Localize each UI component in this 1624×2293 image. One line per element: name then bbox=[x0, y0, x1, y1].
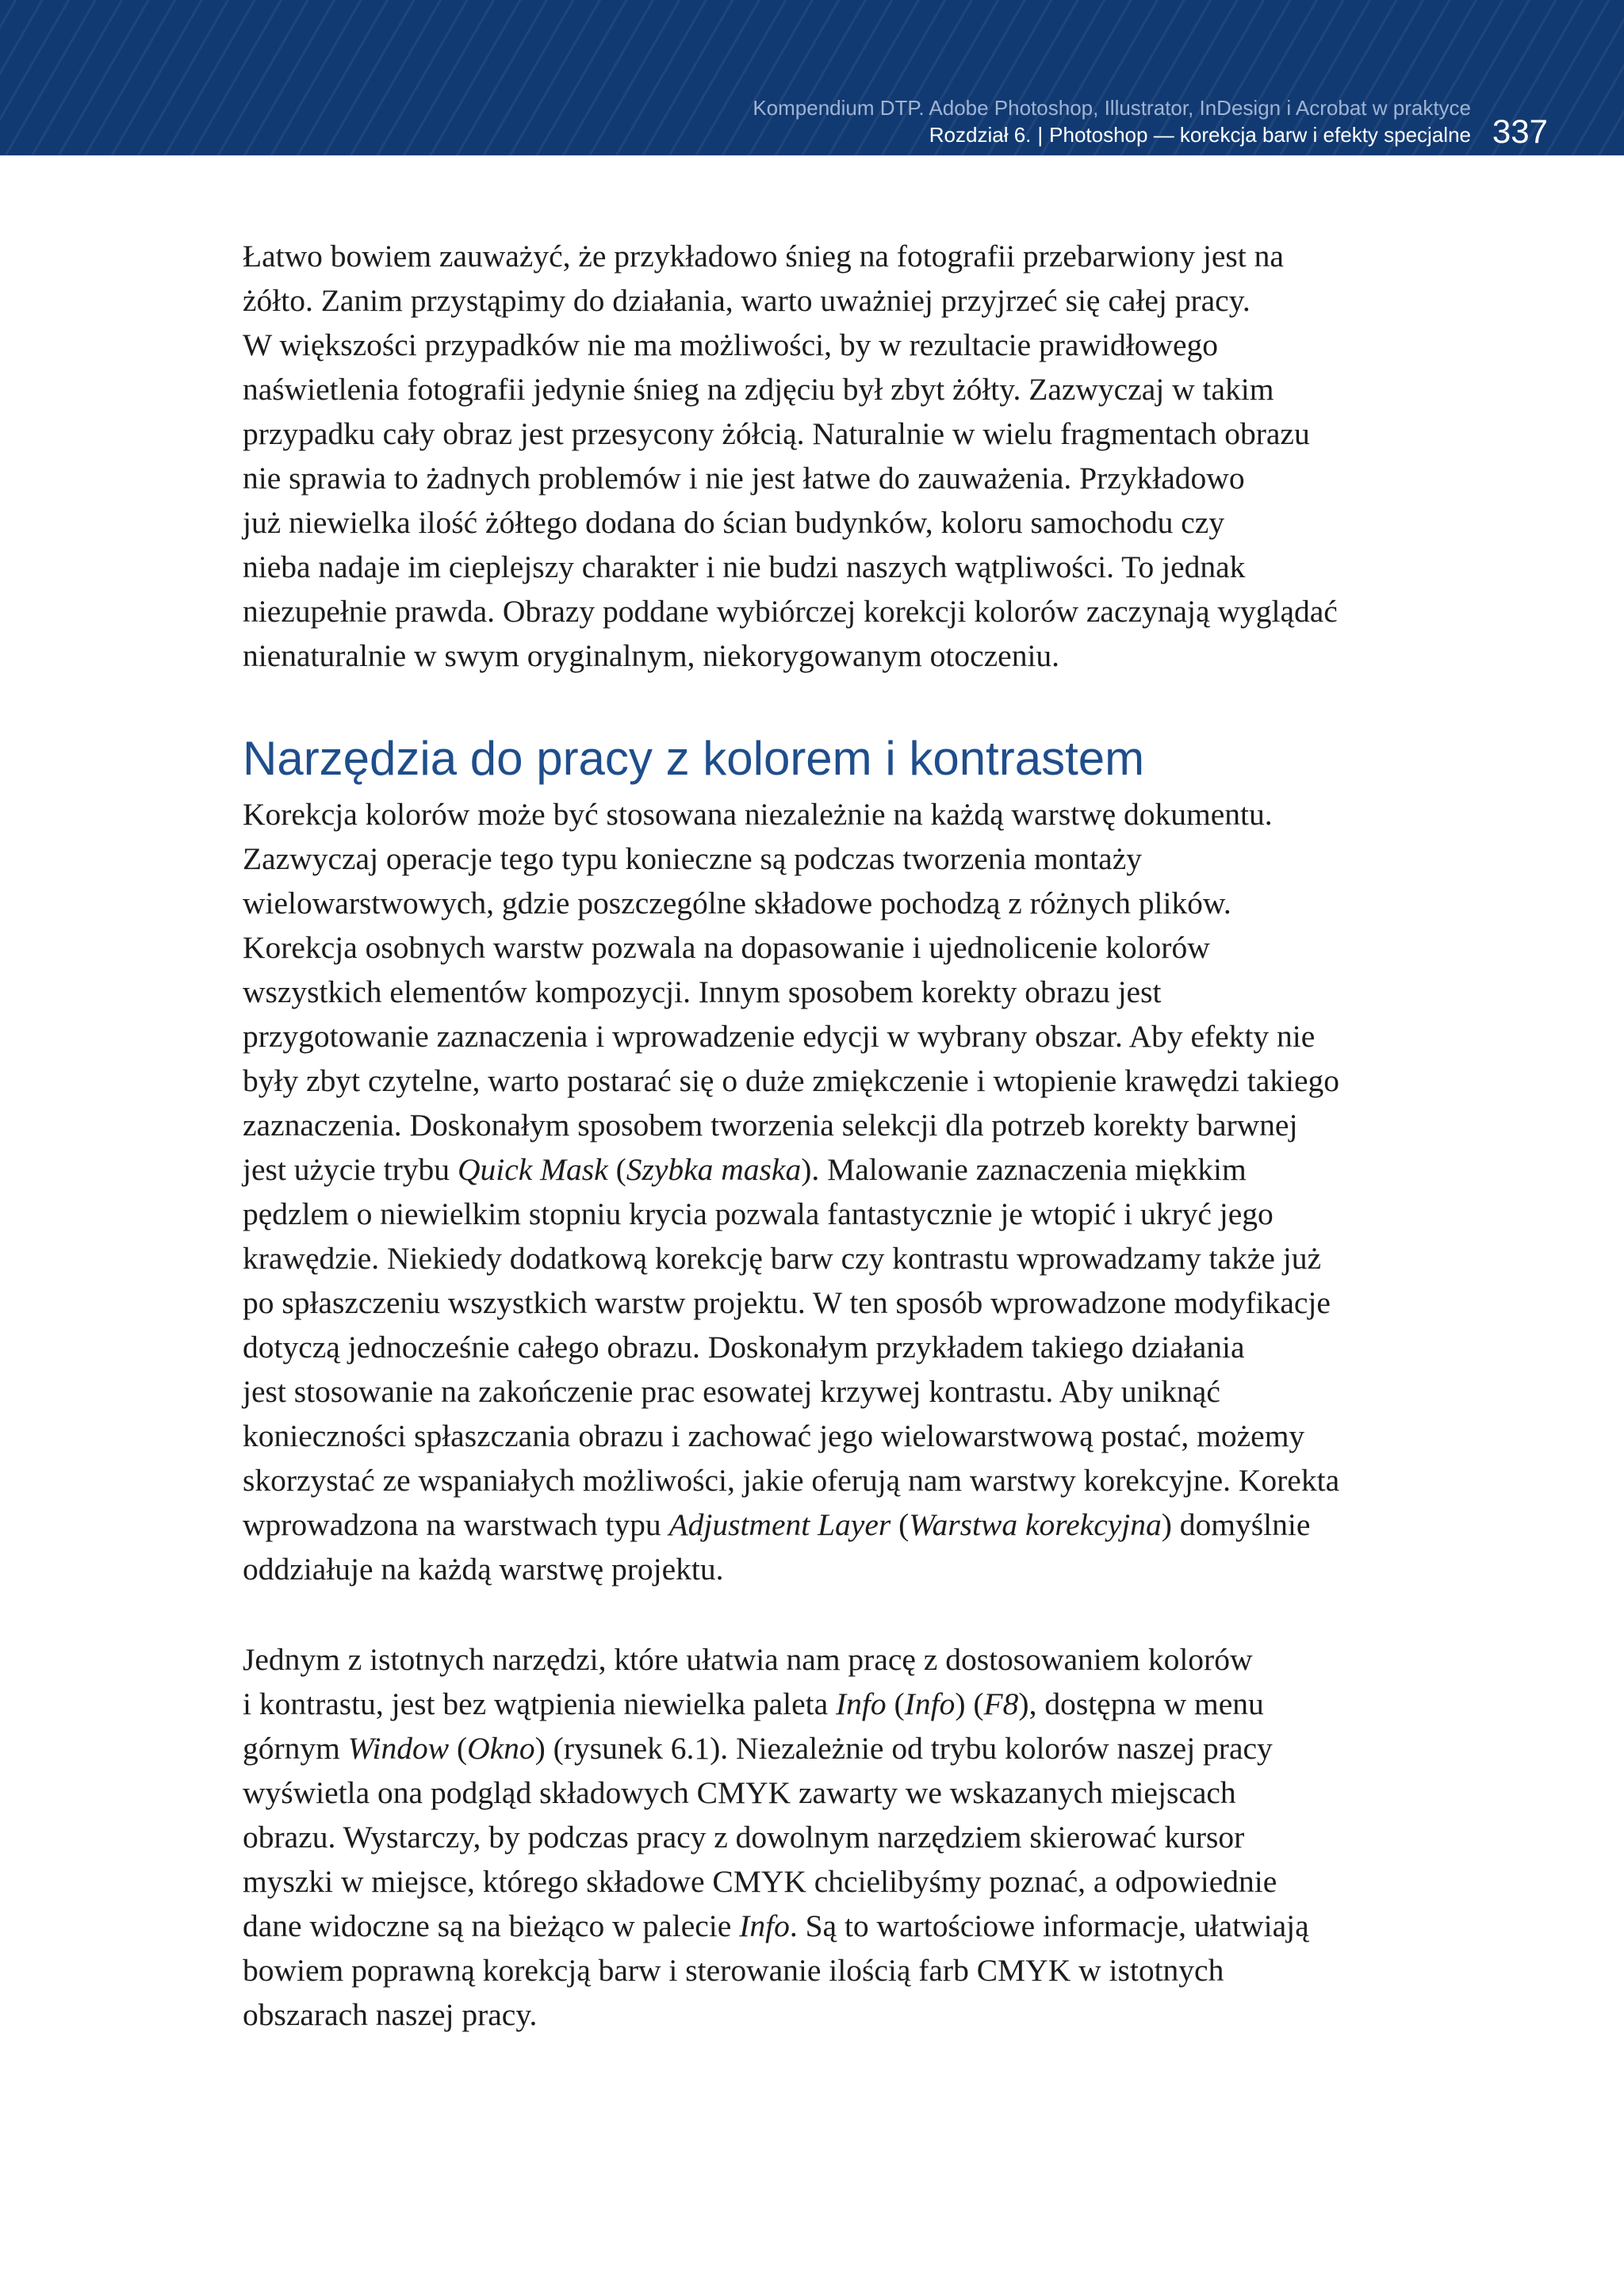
text-run: ), dostępna w menu bbox=[1018, 1686, 1264, 1721]
text-line: jest stosowanie na zakończenie prac esowatej krzywej kontrastu. Aby uniknąć bbox=[243, 1374, 1220, 1409]
text-line: Jednym z istotnych narzędzi, które ułatwia nam pracę z dostosowaniem kolorów bbox=[243, 1642, 1253, 1677]
header-chapter-title: Photoshop — korekcja barw i efekty specjalne bbox=[1049, 123, 1471, 147]
text-run: i kontrastu, jest bez wątpienia niewielka paleta bbox=[243, 1686, 837, 1721]
text-line: przygotowanie zaznaczenia i wprowadzenie edycji w wybrany obszar. Aby efekty nie bbox=[243, 1019, 1316, 1054]
text-line: obrazu. Wystarczy, by podczas pracy z dowolnym narzędziem skierować kursor bbox=[243, 1820, 1245, 1855]
term-info: Info bbox=[836, 1686, 887, 1721]
shortcut-f8: F8 bbox=[983, 1686, 1019, 1721]
text-run: ) ( bbox=[955, 1686, 984, 1721]
text-line: Zazwyczaj operacje tego typu konieczne są podczas tworzenia montaży bbox=[243, 841, 1142, 876]
text-line bbox=[243, 1726, 1448, 1770]
text-run: górnym bbox=[243, 1731, 348, 1766]
text-line: przypadku cały obraz jest przesycony żółcią. Naturalnie w wielu fragmentach obrazu bbox=[243, 416, 1310, 451]
term-quick-mask: Quick Mask bbox=[457, 1152, 608, 1187]
paragraph-color-correction bbox=[243, 792, 1448, 1591]
text-line: po spłaszczeniu wszystkich warstw projektu. W ten sposób wprowadzone modyfikacje bbox=[243, 1285, 1331, 1320]
text-line: dotyczą jednocześnie całego obrazu. Doskonałym przykładem takiego działania bbox=[243, 1330, 1245, 1365]
text-line bbox=[243, 1904, 1448, 1948]
text-line: były zbyt czytelne, warto postarać się o duże zmiękczenie i wtopienie krawędzi takiego bbox=[243, 1063, 1340, 1098]
text-line: wielowarstwowych, gdzie poszczególne składowe pochodzą z różnych plików. bbox=[243, 886, 1231, 921]
section-heading: Narzędzia do pracy z kolorem i kontrastem bbox=[243, 732, 1145, 785]
paragraph-intro bbox=[243, 234, 1448, 678]
text-line: Korekcja osobnych warstw pozwala na dopasowanie i ujednolicenie kolorów bbox=[243, 930, 1210, 965]
text-line: naświetlenia fotografii jedynie śnieg na zdjęciu był zbyt żółty. Zazwyczaj w takim bbox=[243, 372, 1274, 407]
text-line: już niewielka ilość żółtego dodana do ścian budynków, koloru samochodu czy bbox=[243, 505, 1225, 540]
term-info-palette: Info bbox=[739, 1908, 790, 1943]
text-line: wszystkich elementów kompozycji. Innym sposobem korekty obrazu jest bbox=[243, 974, 1162, 1009]
text-run: dane widoczne są na bieżąco w palecie bbox=[243, 1908, 740, 1943]
page-number: 337 bbox=[1492, 113, 1548, 150]
text-line: nienaturalnie w swym oryginalnym, niekorygowanym otoczeniu. bbox=[243, 638, 1060, 673]
text-line: konieczności spłaszczania obrazu i zachować jego wielowarstwową postać, możemy bbox=[243, 1418, 1305, 1453]
text-line: pędzlem o niewielkim stopniu krycia pozwala fantastycznie je wtopić i ukryć jego bbox=[243, 1196, 1274, 1231]
text-line: Łatwo bowiem zauważyć, że przykładowo śnieg na fotografii przebarwiony jest na bbox=[243, 239, 1284, 274]
text-line: krawędzie. Niekiedy dodatkową korekcję barw czy kontrastu wprowadzamy także już bbox=[243, 1241, 1321, 1276]
term-okno: Okno bbox=[467, 1731, 535, 1766]
text-line: zaznaczenia. Doskonałym sposobem tworzenia selekcji dla potrzeb korekty barwnej bbox=[243, 1108, 1298, 1143]
text-run: ) (rysunek 6.1). Niezależnie od trybu kolorów naszej pracy bbox=[534, 1731, 1273, 1766]
paragraph-info-palette bbox=[243, 1637, 1448, 2037]
text-line: nie sprawia to żadnych problemów i nie jest łatwe do zauważenia. Przykładowo bbox=[243, 461, 1245, 496]
header-book-title: Kompendium DTP. Adobe Photoshop, Illustrator, InDesign i Acrobat w praktyce bbox=[753, 96, 1471, 120]
text-line bbox=[243, 1147, 1448, 1192]
text-line: oddziałuje na każdą warstwę projektu. bbox=[243, 1552, 724, 1587]
text-run: ). Malowanie zaznaczenia miękkim bbox=[801, 1152, 1247, 1187]
text-run: . Są to wartościowe informacje, ułatwiają bbox=[789, 1908, 1309, 1943]
text-run: ( bbox=[886, 1686, 905, 1721]
text-run: ( bbox=[607, 1152, 626, 1187]
text-line bbox=[243, 1682, 1448, 1726]
page-header-band bbox=[0, 0, 1624, 155]
text-run: wprowadzona na warstwach typu bbox=[243, 1507, 669, 1542]
text-line: obszarach naszej pracy. bbox=[243, 1997, 538, 2032]
term-warstwa-korekcyjna: Warstwa korekcyjna bbox=[909, 1507, 1162, 1542]
text-line: bowiem poprawną korekcją barw i sterowanie ilością farb CMYK w istotnych bbox=[243, 1953, 1224, 1988]
text-line: żółto. Zanim przystąpimy do działania, warto uważniej przyjrzeć się całej pracy. bbox=[243, 283, 1251, 318]
text-line bbox=[243, 1503, 1448, 1547]
text-line: skorzystać ze wspaniałych możliwości, jakie oferują nam warstwy korekcyjne. Korekta bbox=[243, 1463, 1340, 1498]
text-run: ( bbox=[891, 1507, 910, 1542]
term-szybka-maska: Szybka maska bbox=[626, 1152, 802, 1187]
text-line: nieba nadaje im cieplejszy charakter i nie budzi naszych wątpliwości. To jednak bbox=[243, 549, 1246, 584]
term-adjustment-layer: Adjustment Layer bbox=[668, 1507, 891, 1542]
text-line: niezupełnie prawda. Obrazy poddane wybiórczej korekcji kolorów zaczynają wyglądać bbox=[243, 594, 1338, 629]
term-info-pl: Info bbox=[904, 1686, 956, 1721]
header-chapter-line bbox=[929, 124, 1471, 145]
text-line: W większości przypadków nie ma możliwości, by w rezultacie prawidłowego bbox=[243, 327, 1218, 362]
text-line: myszki w miejsce, którego składowe CMYK chcielibyśmy poznać, a odpowiednie bbox=[243, 1864, 1277, 1899]
header-chapter: Rozdział 6. bbox=[929, 123, 1032, 147]
text-line: wyświetla ona podgląd składowych CMYK zawarty we wskazanych miejscach bbox=[243, 1775, 1236, 1810]
header-separator: | bbox=[1037, 123, 1044, 147]
page-body bbox=[243, 234, 1448, 2037]
text-run: jest użycie trybu bbox=[243, 1152, 458, 1187]
text-run: ) domyślnie bbox=[1161, 1507, 1311, 1542]
text-line: Korekcja kolorów może być stosowana niezależnie na każdą warstwę dokumentu. bbox=[243, 797, 1273, 832]
text-run: ( bbox=[449, 1731, 468, 1766]
term-window: Window bbox=[347, 1731, 450, 1766]
